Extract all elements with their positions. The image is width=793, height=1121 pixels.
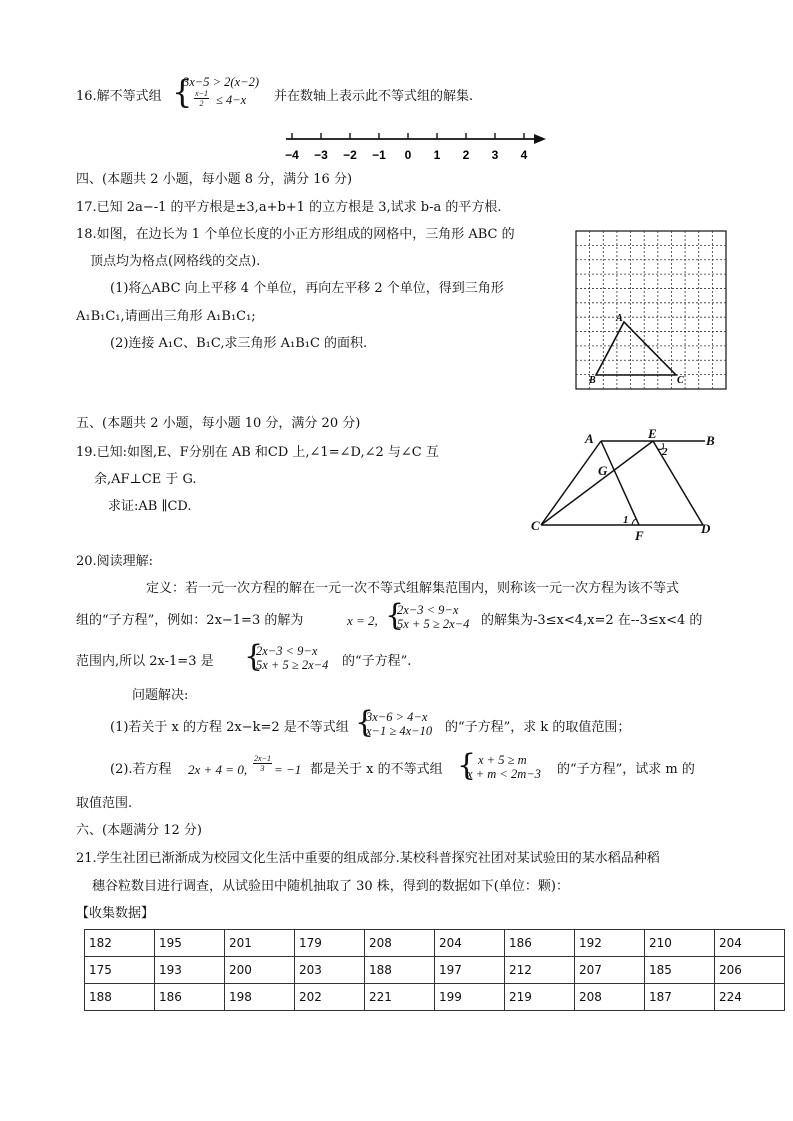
table-cell: 221 [365,984,435,1011]
fig-label-a: A [585,431,594,446]
q20-p2-frac-den: 3 [260,764,265,773]
number-line-label: 2 [462,148,470,162]
q20-problem: 问题解决: [132,688,189,703]
number-line-label: 1 [433,148,441,162]
q16-suffix: 并在数轴上表示此不等式组的解集. [274,89,474,104]
q20-sys1-b: 5x + 5 ≥ 2x−4 [397,617,470,631]
table-cell: 186 [155,984,225,1011]
number-line [280,125,550,165]
q20-def-line2c: 的解集为-3≤x<4,x=2 在--3≤x<4 的 [481,613,703,628]
q19-line1: 19.已知:如图,E、F分别在 AB 和CD 上,∠1=∠D,∠2 与∠C 互 [76,445,439,460]
fig-label-e: E [648,426,657,441]
q20-p2-eq2: = −1 [274,762,302,777]
q18-line5: (2)连接 A₁C、B₁C,求三角形 A₁B₁C 的面积. [110,336,368,351]
q21-line1: 21.学生社团已渐渐成为校园文化生活中重要的组成部分.某校科普探究社团对某试验田的某水稻品种稻 [76,851,660,866]
q16-ineq1: 3x−5 > 2(x−2) [183,75,259,89]
table-cell: 212 [505,957,575,984]
table-cell: 197 [435,957,505,984]
table-cell: 208 [365,930,435,957]
table-row [85,930,785,957]
q17-text: 17.已知 2a−-1 的平方根是±3,a+b+1 的立方根是 3,试求 b-a 的平方根. [76,200,502,215]
table-cell: 200 [225,957,295,984]
fig-label-b: B [706,433,715,448]
q16-brace: { [172,73,193,111]
q18-line4: A₁B₁C₁,请画出三角形 A₁B₁C₁; [76,309,256,324]
number-line-label: 0 [404,148,412,162]
q20-sys1-a: 2x−3 < 9−x [397,603,459,617]
q20-p1b: 的“子方程”，求 k 的取值范围； [445,720,631,735]
q20-def-line1: 定义：若一元一次方程的解在一元一次不等式组解集范围内，则称该一元一次方程为该不等式 [146,581,680,596]
table-cell: 204 [715,930,785,957]
table-cell: 210 [645,930,715,957]
number-line-label: −3 [314,148,328,162]
q20-def-line3a: 范围内,所以 2x-1=3 是 [76,654,214,669]
table-cell: 203 [295,957,365,984]
q20-sys3-b: x + m < 2m−3 [467,767,541,781]
table-cell: 187 [645,984,715,1011]
fig-label-2: 2 [662,446,668,458]
triangle-abc [596,322,676,375]
fig-label-f: F [635,528,644,543]
number-line-label: −4 [285,148,299,162]
q20-sys2-brace: { [355,705,375,740]
section-4-heading: 四、(本题共 2 小题，每小题 8 分，满分 16 分) [76,172,353,187]
table-cell: 185 [645,957,715,984]
number-line-label: −1 [372,148,386,162]
data-table [84,929,785,1011]
number-line-label: 3 [491,148,499,162]
q18-line3: (1)将△ABC 向上平移 4 个单位，再向左平移 2 个单位，得到三角形 [110,281,504,296]
q18-grid-figure [575,230,730,392]
q21-line2: 穗谷粒数目进行调查，从试验田中随机抽取了 30 株，得到的数据如下(单位：颗)： [92,879,569,894]
q20-sys3-a: x + 5 ≥ m [478,753,527,767]
table-cell: 208 [575,984,645,1011]
q20-p1a: (1)若关于 x 的方程 2x−k=2 是不等式组 [110,720,349,735]
table-cell: 219 [505,984,575,1011]
q16-fraction [194,89,209,108]
q20-p2a: (2).若方程 [110,762,172,777]
fig-label-1: 1 [623,514,629,526]
fig-label-c: C [531,518,540,533]
q20-def-line2b: x = 2, [347,613,378,628]
line-ed [653,441,703,525]
line-ac [541,441,601,525]
table-cell: 198 [225,984,295,1011]
table-cell: 188 [85,984,155,1011]
table-cell: 199 [435,984,505,1011]
section-5-heading: 五、(本题共 2 小题，每小题 10 分，满分 20 分) [76,416,361,431]
q20-sys1b-a: 2x−3 < 9−x [256,644,318,658]
q20-def-line2a: 组的“子方程”，例如：2x−1=3 的解为 [76,613,304,628]
table-cell: 188 [365,957,435,984]
q21-collect-label: 【收集数据】 [76,906,155,921]
section-6-heading: 六、(本题满分 12 分) [76,823,202,838]
line-ce [541,441,653,525]
q18-line2: 顶点均为格点(网格线的交点). [90,254,261,269]
table-cell: 182 [85,930,155,957]
table-cell: 186 [505,930,575,957]
table-cell: 224 [715,984,785,1011]
q20-p2c: 的“子方程”，试求 m 的 [557,762,695,777]
q16-ineq2-rest: ≤ 4−x [216,93,247,107]
table-cell: 207 [575,957,645,984]
q20-sys1-brace: { [385,598,405,633]
q20-p2-fraction [253,754,272,773]
number-line-label: 4 [520,148,528,162]
label-b: B [589,375,596,386]
q16-prefix: 16.解不等式组 [76,89,162,104]
q20-sys2-a: 3x−6 > 4−x [366,710,428,724]
number-line-label: −2 [343,148,357,162]
q20-sys1b-brace: { [244,639,264,674]
q20-sys3-brace: { [457,748,477,783]
table-cell: 193 [155,957,225,984]
table-cell: 175 [85,957,155,984]
table-cell: 195 [155,930,225,957]
grid-lines [576,231,726,389]
q19-figure [525,425,725,545]
table-cell: 204 [435,930,505,957]
label-c: C [677,375,684,386]
q20-p2d: 取值范围. [76,796,133,811]
table-cell: 206 [715,957,785,984]
q20-title: 20.阅读理解: [76,554,154,569]
q16-frac-num: x−1 [195,89,208,98]
q20-sys1b-b: 5x + 5 ≥ 2x−4 [256,658,329,672]
q20-p2-frac-num: 2x−1 [254,754,271,763]
q20-p2-eq1: 2x + 4 = 0, [188,762,248,777]
q20-sys2-b: x−1 ≥ 4x−10 [366,724,433,738]
line-af [601,441,639,525]
q18-line1: 18.如图，在边长为 1 个单位长度的小正方形组成的网格中，三角形 ABC 的 [76,227,515,242]
label-a: A [616,313,623,324]
q16-frac-den: 2 [199,99,204,108]
fig-label-g: G [598,463,608,478]
table-cell: 192 [575,930,645,957]
grid-border [576,231,726,389]
fig-label-d: D [701,521,711,536]
table-cell: 179 [295,930,365,957]
q19-line3: 求证:AB ∥CD. [108,499,192,514]
q20-def-line3b: 的“子方程”. [342,654,412,669]
q19-line2: 余,AF⊥CE 于 G. [94,472,197,487]
table-row [85,957,785,984]
number-line-arrow [534,134,546,144]
number-line-ticks [285,133,528,162]
table-row [85,984,785,1011]
table-cell: 202 [295,984,365,1011]
q20-p2b: 都是关于 x 的不等式组 [310,762,443,777]
table-cell: 201 [225,930,295,957]
